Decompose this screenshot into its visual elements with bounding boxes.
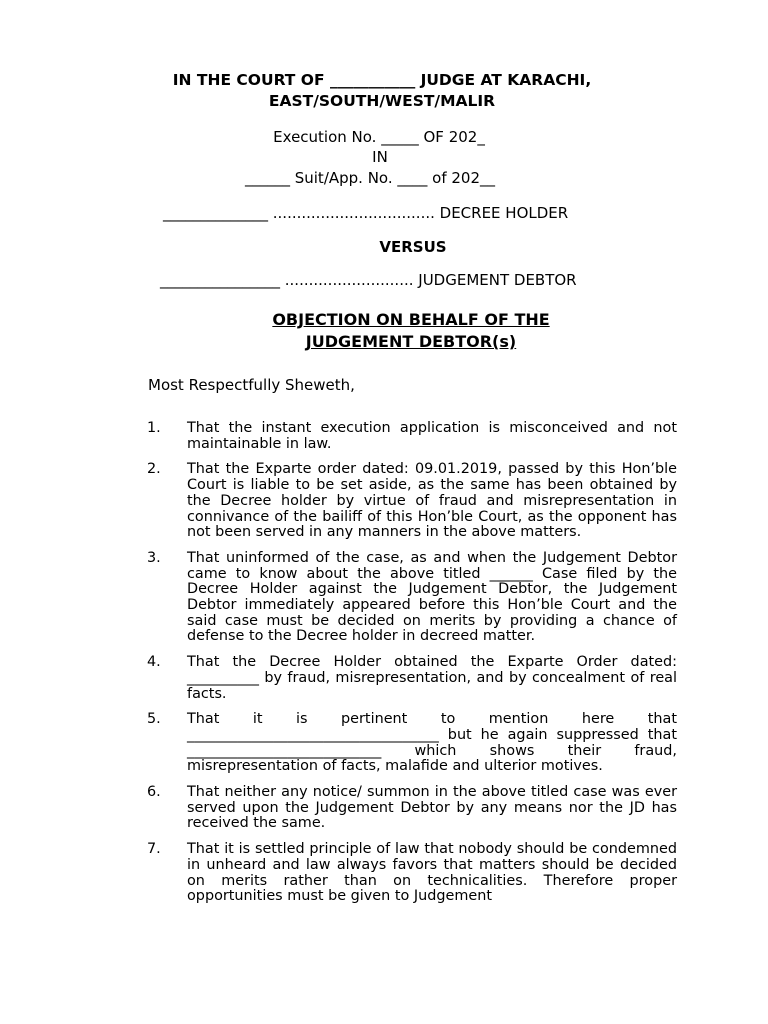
document-title-line-1: OBJECTION ON BEHALF OF THE <box>272 310 550 329</box>
court-heading-line-1: IN THE COURT OF ___________ JUDGE AT KARACHI, <box>172 71 592 89</box>
decree-holder-line: ______________ .................................. DECREE HOLDER <box>163 204 569 222</box>
list-item <box>147 421 677 452</box>
court-heading-line-2: EAST/SOUTH/WEST/MALIR <box>268 92 496 110</box>
salutation: Most Respectfully Sheweth, <box>148 376 355 394</box>
judgement-debtor-line: ________________ ........................... JUDGEMENT DEBTOR <box>160 271 577 289</box>
list-item <box>147 462 677 541</box>
court-heading <box>0 70 768 112</box>
item-text: That neither any notice/ summon in the above titled case was ever served upon the Judgement Debtor by any means nor the JD has received the same. <box>187 784 677 832</box>
list-item <box>147 785 677 832</box>
objection-list <box>147 421 677 915</box>
item-text: That it is pertinent to mention here that ___________________________________ but he again suppressed that ___________________________ which shows their fraud, misrepresentation of facts, malafide and ulterior motives. <box>187 711 677 775</box>
list-item <box>147 551 677 645</box>
document-title-line-2: JUDGEMENT DEBTOR(s) <box>305 332 517 351</box>
item-number: 2. <box>147 461 161 478</box>
item-text: That the instant execution application is misconceived and not maintainable in law. <box>187 420 677 452</box>
list-item <box>147 842 677 905</box>
item-number: 6. <box>147 784 161 801</box>
item-text: That the Decree Holder obtained the Exparte Order dated: __________ by fraud, misrepresentation, and by concealment of real facts. <box>187 654 677 702</box>
item-number: 5. <box>147 711 161 728</box>
item-number: 4. <box>147 654 161 671</box>
item-text: That uninformed of the case, as and when the Judgement Debtor came to know about the above titled ______ Case filed by the Decree Holder against the Judgement Debtor, the Judgement Debtor immediately appeared before this Hon’ble Court and the said case must be decided on merits by providing a chance of defense to the Decree holder in decreed matter. <box>187 549 677 645</box>
list-item <box>147 655 677 702</box>
item-text: That the Exparte order dated: 09.01.2019, passed by this Hon’ble Court is liable to be set aside, as the same has been obtained by the Decree holder by virtue of fraud and misrepresentation in connivance of the bailiff of this Hon’ble Court, as the opponent has not been served in any manners in the above matters. <box>187 461 677 541</box>
item-number: 1. <box>147 420 161 436</box>
item-text: That it is settled principle of law that nobody should be condemned in unheard and law always favors that matters should be decided on merits rather than on technicalities. Therefore proper opportunities must be given to Judgement <box>187 841 677 905</box>
suit-number: ______ Suit/App. No. ____ of 202__ <box>244 169 496 187</box>
item-number: 3. <box>147 549 161 566</box>
in-label: IN <box>372 148 388 166</box>
document-title <box>0 309 768 353</box>
versus-label: VERSUS <box>379 238 447 256</box>
execution-number: Execution No. _____ OF 202_ <box>273 128 485 146</box>
item-number: 7. <box>147 841 161 858</box>
list-item <box>147 712 677 775</box>
